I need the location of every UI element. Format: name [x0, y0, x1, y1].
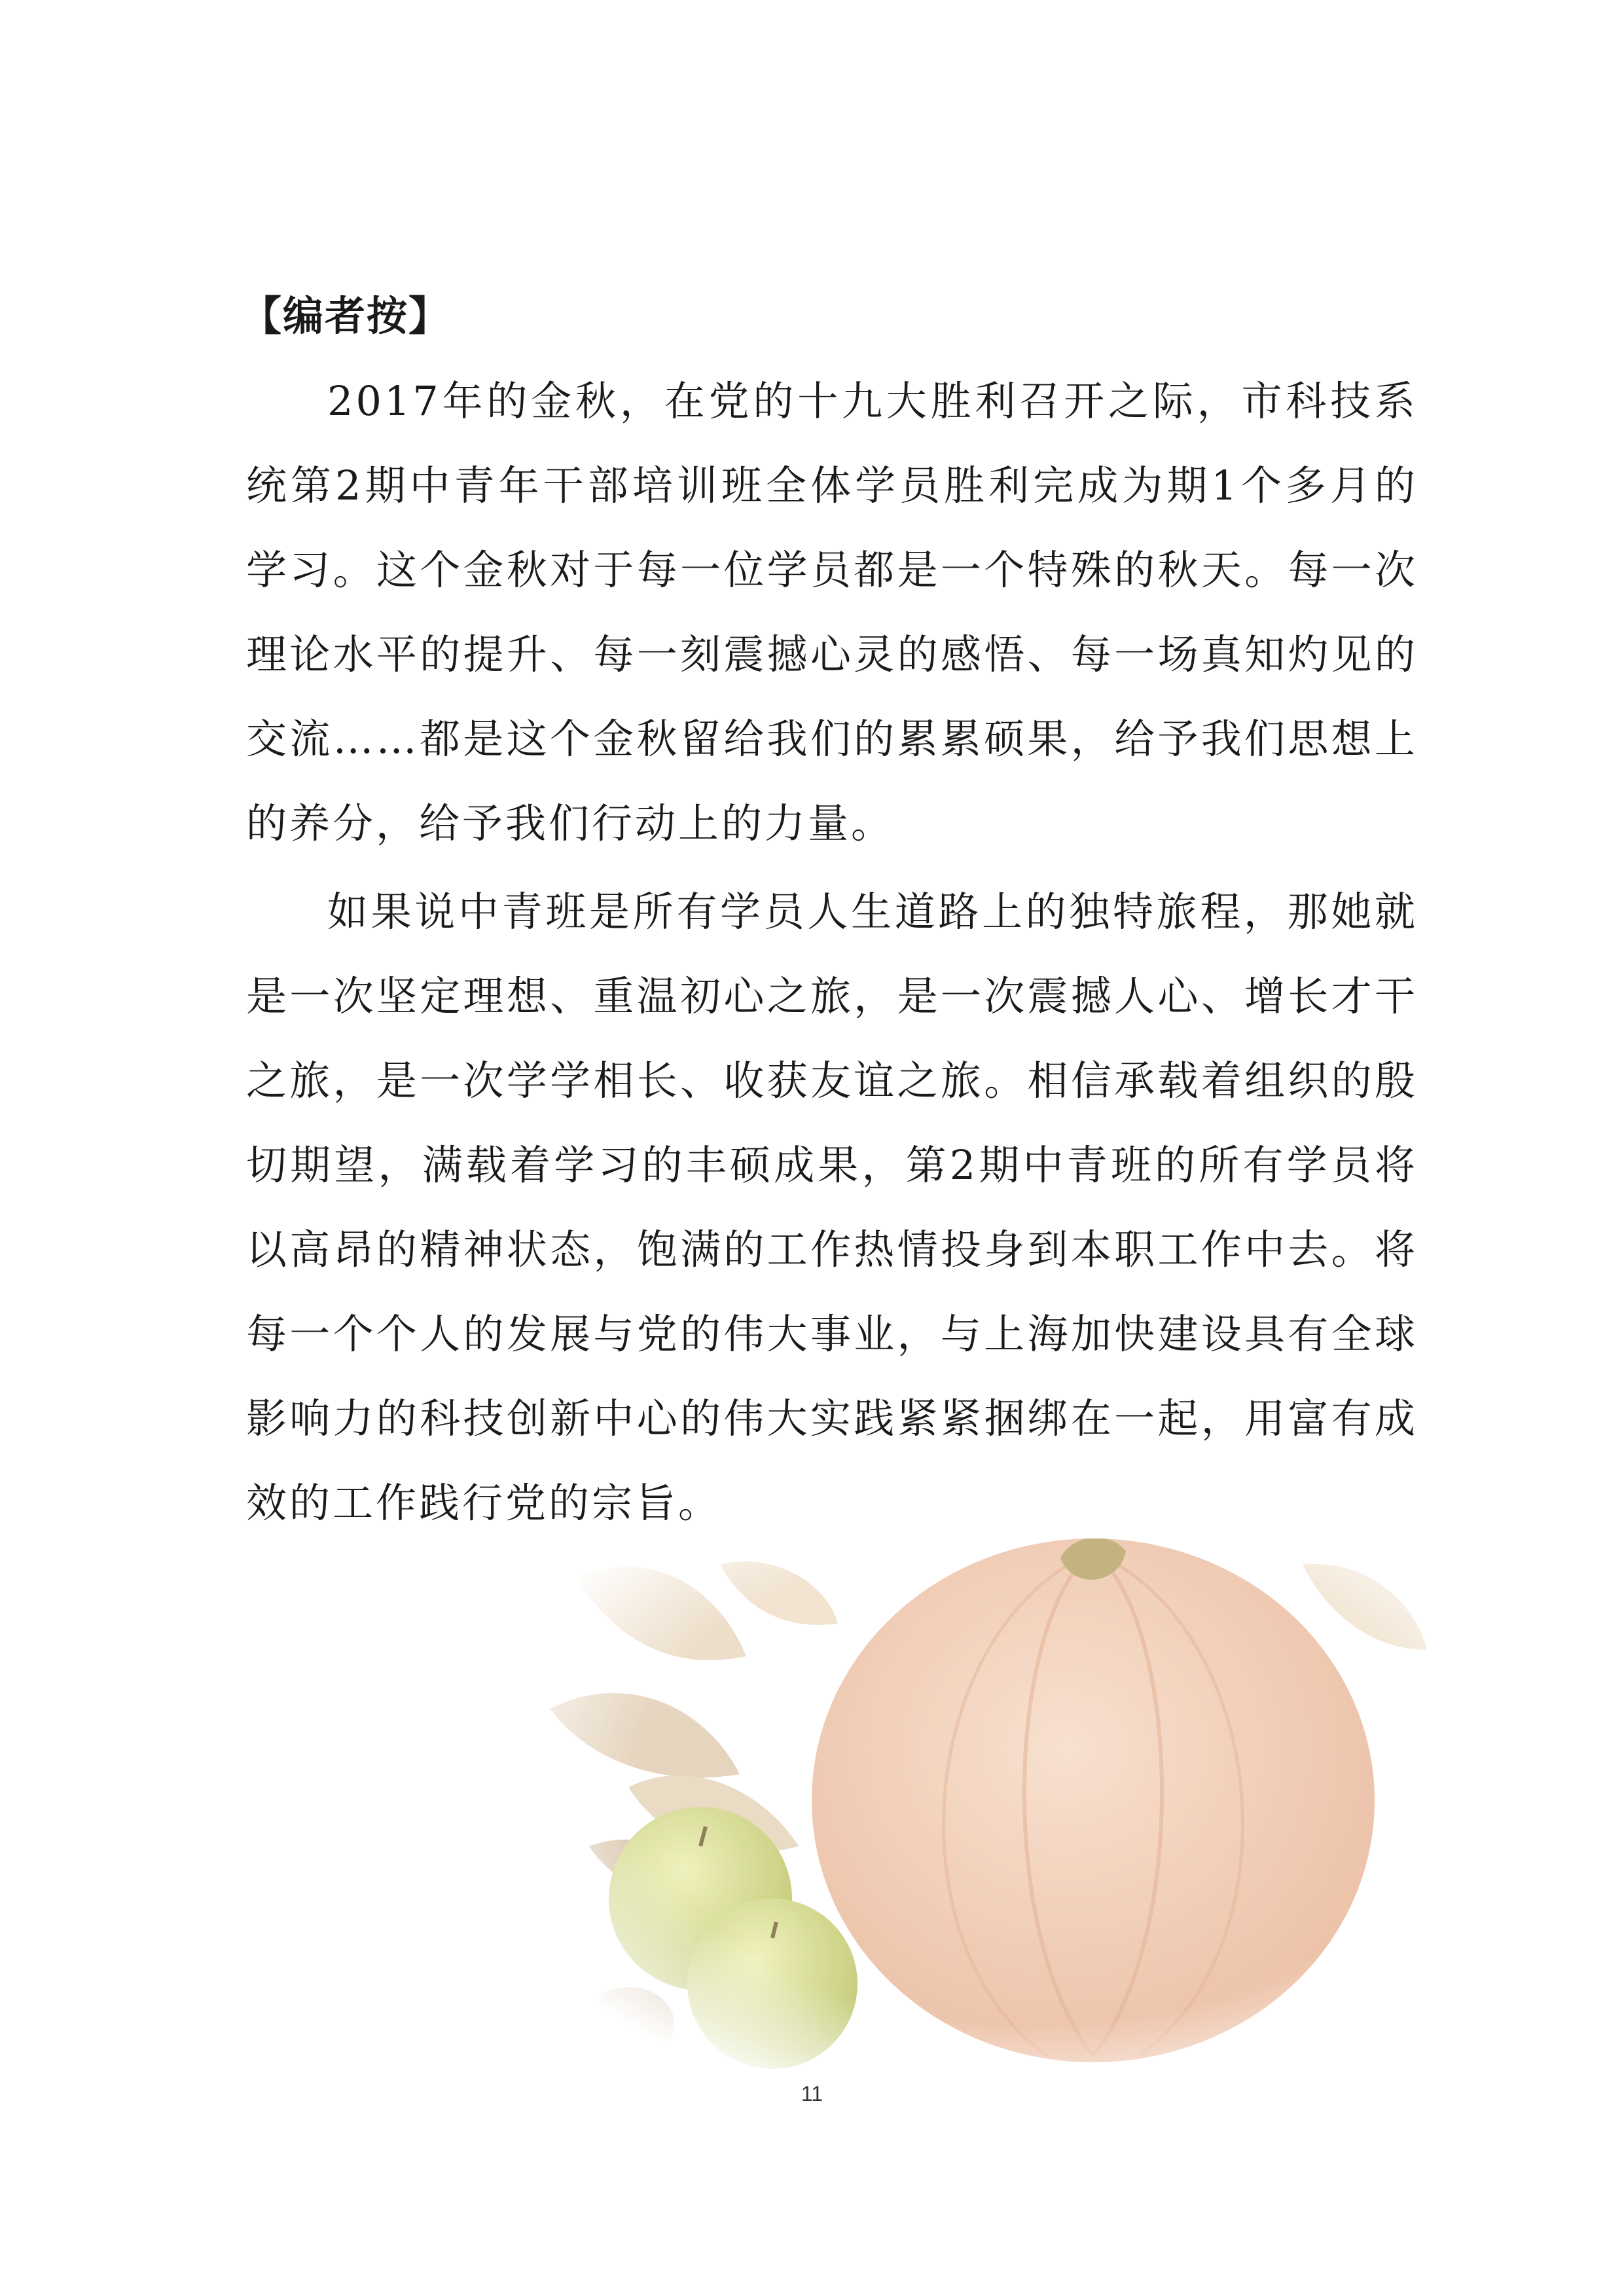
editor-note-heading: 【编者按】	[241, 292, 451, 340]
pumpkin-apples-illustration	[550, 1539, 1434, 2075]
editor-note-body	[246, 359, 1418, 1545]
paragraph: 如果说中青班是所有学员人生道路上的独特旅程，那她就是一次坚定理想、重温初心之旅，是一次震撼人心、增长才干之旅，是一次学学相长、收获友谊之旅。相信承载着组织的殷切期望，满载着学习的丰硕成果，第2期中青班的所有学员将以高昂的精神状态，饱满的工作热情投身到本职工作中去。将每一个个人的发展与党的伟大事业，与上海加快建设具有全球影响力的科技创新中心的伟大实践紧紧捆绑在一起，用富有成效的工作践行党的宗旨。	[246, 888, 1418, 1527]
pumpkin	[812, 1539, 1375, 2062]
page-number: 11	[801, 2082, 823, 2105]
walnuts	[550, 1987, 674, 2075]
paragraph: 2017年的金秋，在党的十九大胜利召开之际，市科技系统第2期中青年干部培训班全体学员胜利完成为期1个多月的学习。这个金秋对于每一位学员都是一个特殊的秋天。每一次理论水平的提升、每一刻震撼心灵的感悟、每一场真知灼见的交流……都是这个金秋留给我们的累累硕果，给予我们思想上的养分，给予我们行动上的力量。	[246, 377, 1418, 847]
